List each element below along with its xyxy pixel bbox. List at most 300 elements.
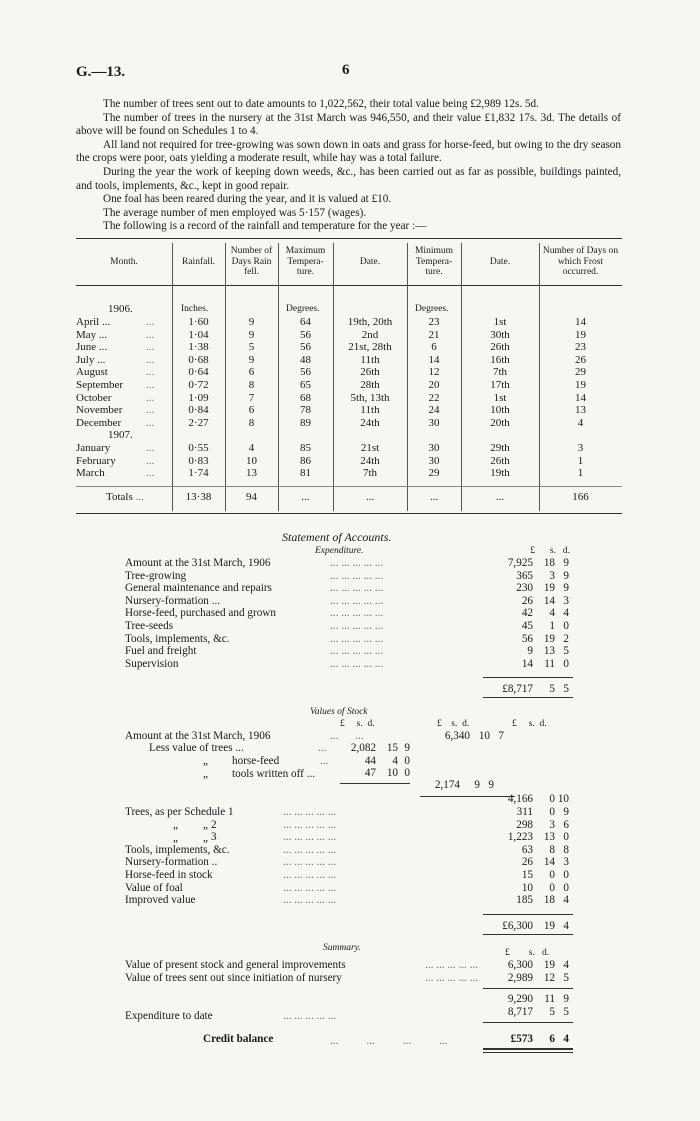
min-temp-cell <box>407 429 461 442</box>
max-date-cell: 11th <box>360 353 380 366</box>
min-date-cell: 20th <box>490 416 510 429</box>
summary-row-pence: 5 <box>563 971 569 984</box>
paragraph: The average number of men employed was 5·157 (wages). <box>103 206 367 219</box>
rainfall-cell: 1·38 <box>188 341 209 354</box>
header-rainfall: Rainfall. <box>182 257 215 267</box>
less-row-pence: 0 <box>404 767 410 780</box>
min-date-cell <box>461 429 539 442</box>
unit-degrees: Degrees. <box>286 304 320 314</box>
expenditure-total-pence: 5 <box>563 683 569 695</box>
stock-heads-3: £ s. d. <box>512 719 547 729</box>
expenditure-row-pence: 3 <box>563 594 569 607</box>
header-frost-days: Number of Days on which Frost occurred. <box>542 246 619 277</box>
frost-days-cell: 14 <box>575 316 586 328</box>
max-date-cell: 7th <box>362 467 378 480</box>
min-date-cell: 1st <box>493 316 507 328</box>
min-temp-cell: 22 <box>428 391 440 404</box>
summary-row-shillings: 12 <box>543 971 555 984</box>
less-horse-feed-label: horse-feed <box>232 755 280 767</box>
stock-row-shillings: 0 <box>549 869 555 881</box>
expenditure-row-shillings: 14 <box>543 594 555 607</box>
expenditure-to-date-shillings: 5 <box>549 1006 555 1018</box>
year-1907: 1907. <box>108 429 133 442</box>
stock-row <box>125 844 575 857</box>
stock-row <box>125 856 575 869</box>
stock-row-shillings: 18 <box>543 894 555 907</box>
stock-row-label: 3 <box>211 831 217 844</box>
page-number: 6 <box>342 62 350 78</box>
less-row-pounds: 2,082 <box>350 742 376 754</box>
less-row-pounds: 44 <box>364 754 376 767</box>
rainfall-cell: 1·04 <box>188 328 209 341</box>
expenditure-row-pence: 5 <box>563 645 569 658</box>
paragraph: One foal has been reared during the year, and it is valued at £10. <box>103 193 392 206</box>
expenditure-to-date-label: Expenditure to date <box>125 1010 213 1022</box>
stock-row-shillings: 14 <box>543 856 555 869</box>
rain-days-cell: 7 <box>248 391 255 404</box>
summary-row <box>125 959 575 972</box>
expenditure-row-label: General maintenance and repairs <box>125 582 272 595</box>
less-row-shillings: 4 <box>392 754 398 767</box>
less-row <box>336 767 476 780</box>
summary-row-pence: 4 <box>563 959 569 971</box>
stock-amount-pence: 7 <box>498 730 504 742</box>
min-date-cell: 17th <box>490 378 510 391</box>
min-date-column <box>461 316 539 480</box>
stock-row-pounds: 10 <box>521 881 533 894</box>
min-temp-cell: 21 <box>428 328 440 341</box>
rainfall-cell: 0·83 <box>188 454 209 467</box>
sum-rule <box>483 934 573 935</box>
dots: ... ... ... ... ... <box>330 645 384 658</box>
table-bottom-rule <box>76 513 622 514</box>
dots: ... ... ... ... ... <box>283 831 337 844</box>
stock-row-pounds: 185 <box>516 894 533 907</box>
expenditure-total-pounds: £8,717 <box>502 683 533 695</box>
max-temp-cell: 78 <box>300 404 311 417</box>
expenditure-row-pounds: 14 <box>521 657 533 670</box>
paragraph: The number of trees in the nursery at the 31st March was 946,550, and their value £1,832 17s. 3d. The details of above will be found on Schedules 1 to 4. <box>76 111 621 138</box>
stock-row-shillings: 0 <box>549 806 555 818</box>
summary-title: Summary. <box>323 943 361 953</box>
month-cell: December <box>76 416 122 429</box>
month-cell: February <box>76 454 116 467</box>
stock-amount-pounds: 6,340 <box>444 730 470 742</box>
rain-days-cell: 6 <box>248 366 255 379</box>
min-temp-cell: 14 <box>428 353 440 366</box>
expenditure-row-label: Tools, implements, &c. <box>125 632 230 645</box>
month-cell: July ... <box>76 353 106 366</box>
dots: ... ... ... ... ... <box>283 894 337 907</box>
max-temp-cell: 56 <box>300 366 311 379</box>
expenditure-row-shillings: 13 <box>543 645 555 658</box>
table-header-rule <box>76 285 622 286</box>
frost-days-column <box>539 316 622 480</box>
summary-row <box>125 972 575 985</box>
rainfall-cell <box>172 429 225 442</box>
rain-days-cell: 8 <box>248 416 255 429</box>
stock-title: Values of Stock <box>310 707 368 717</box>
rain-days-column <box>225 316 278 480</box>
intro-text <box>76 98 621 234</box>
stock-row-pence: 0 <box>563 869 569 881</box>
stock-total-pounds: £6,300 <box>502 920 533 932</box>
stock-row-pounds: 1,223 <box>507 831 533 844</box>
max-date-cell: 28th <box>360 378 380 391</box>
less-row <box>336 742 476 755</box>
totals-rule <box>76 486 622 487</box>
max-temp-cell: 68 <box>300 391 311 404</box>
sum-rule <box>483 677 573 678</box>
rain-days-cell: 4 <box>248 441 255 454</box>
summary-row-pounds: 2,989 <box>507 971 533 984</box>
expenditure-to-date-pounds: 8,717 <box>507 1006 533 1018</box>
stock-row-shillings: 0 <box>549 881 555 894</box>
sum-rule <box>483 988 573 989</box>
expenditure-row <box>125 582 575 595</box>
credit-balance-shillings: 6 <box>549 1033 555 1045</box>
max-temp-cell: 56 <box>300 328 311 341</box>
stock-row <box>125 882 575 895</box>
less-row-pence: 9 <box>404 742 410 754</box>
expenditure-row-shillings: 3 <box>549 569 555 582</box>
stock-row-label: Horse-feed in stock <box>125 869 213 881</box>
max-temp-cell: 89 <box>300 416 311 429</box>
stock-total-shillings: 19 <box>543 920 555 932</box>
frost-days-cell: 19 <box>575 328 586 341</box>
totals-rain-days: 94 <box>246 491 257 503</box>
month-cell: May ... <box>76 328 108 341</box>
totals-label: Totals ... <box>106 491 144 503</box>
min-temp-cell: 24 <box>428 404 440 417</box>
dots: ... ... ... ... ... <box>330 557 384 569</box>
max-date-cell: 19th, 20th <box>347 316 393 328</box>
rainfall-column <box>172 316 225 480</box>
dots: ... ... ... ... ... <box>283 1010 337 1022</box>
dots: ... ... ... ... ... <box>330 607 384 620</box>
pounds-head: £ <box>530 546 535 556</box>
summary-row-label: Value of trees sent out since initiation of nursery <box>125 971 342 984</box>
expenditure-row-label: Nursery-formation ... <box>125 594 221 607</box>
rain-days-cell: 5 <box>248 341 255 354</box>
expenditure-row-pounds: 9 <box>527 645 533 658</box>
summary-row-shillings: 19 <box>543 959 555 971</box>
dots: ... ... ... ... ... <box>330 582 384 595</box>
rainfall-cell: 1·60 <box>188 316 209 328</box>
stock-total-pence: 4 <box>563 920 569 932</box>
max-date-cell: 11th <box>360 404 380 417</box>
rain-days-cell: 10 <box>246 454 257 467</box>
max-date-cell: 26th <box>360 366 380 379</box>
month-cell: October <box>76 391 112 404</box>
min-date-cell: 26th <box>490 341 510 354</box>
ditto-mark: „ <box>173 819 178 831</box>
frost-days-cell: 23 <box>575 341 586 354</box>
header-max-date: Date. <box>359 257 381 267</box>
stock-row-label: Improved value <box>125 894 196 907</box>
min-date-cell: 7th <box>492 366 508 379</box>
rain-days-cell: 6 <box>248 404 255 417</box>
min-date-cell: 1st <box>493 391 507 404</box>
dots: ... ... <box>330 730 364 742</box>
less-row-shillings: 15 <box>386 742 398 754</box>
stock-row-label: Nursery-formation .. <box>125 856 218 869</box>
frost-days-cell: 19 <box>575 378 586 391</box>
unit-degrees: Degrees. <box>415 304 449 314</box>
expenditure-row <box>125 645 575 658</box>
summary-row-label: Value of present stock and general improvements <box>125 959 346 971</box>
stock-amount-label: Amount at the 31st March, 1906 <box>125 730 271 742</box>
sum-rule <box>483 697 573 698</box>
stock-row-label: Value of foal <box>125 881 183 894</box>
max-date-cell: 24th <box>360 454 380 467</box>
sum-rule <box>340 783 410 784</box>
dots: ... ... ... ... ... <box>425 971 479 984</box>
max-date-cell: 5th, 13th <box>350 391 390 404</box>
expenditure-row-shillings: 18 <box>543 557 555 569</box>
ditto-mark: „ <box>203 755 208 767</box>
month-cell: June ... <box>76 341 108 354</box>
stock-row <box>125 819 575 832</box>
less-total-pounds: 2,174 <box>434 779 460 791</box>
max-date-cell: 2nd <box>361 328 379 341</box>
stock-row <box>125 894 575 907</box>
expenditure-row-pounds: 45 <box>521 620 533 632</box>
stock-row-shillings: 8 <box>549 843 555 856</box>
rain-days-cell: 9 <box>248 328 255 341</box>
ditto-mark: „ <box>203 768 208 780</box>
frost-days-cell: 4 <box>577 416 584 429</box>
stock-row-pounds: 298 <box>516 818 533 831</box>
totals-frost-days: 166 <box>572 491 589 503</box>
rainfall-cell: 0·72 <box>188 378 209 391</box>
expenditure-to-date-pence: 5 <box>563 1006 569 1018</box>
stock-row-pounds: 63 <box>521 843 533 856</box>
rain-days-cell: 8 <box>248 378 255 391</box>
expenditure-row-shillings: 19 <box>543 582 555 595</box>
stock-row-pence: 9 <box>563 806 569 818</box>
max-date-column <box>333 316 407 480</box>
expenditure-row-label: Fuel and freight <box>125 645 197 658</box>
stock-row-label: Trees, as per Schedule 1 <box>125 806 234 818</box>
stock-row-pounds: 311 <box>516 806 533 818</box>
header-min-date: Date. <box>489 257 511 267</box>
min-temp-cell: 12 <box>428 366 440 379</box>
rain-days-cell: 9 <box>248 353 255 366</box>
expenditure-row <box>125 658 575 671</box>
expenditure-row <box>125 620 575 633</box>
dots: ... ... ... ... ... <box>330 632 384 645</box>
net-pence: 10 <box>557 793 569 805</box>
expenditure-row-label: Supervision <box>125 657 179 670</box>
max-date-cell: 24th <box>360 416 380 429</box>
min-date-cell: 29th <box>490 441 510 454</box>
max-temp-cell <box>278 429 333 442</box>
max-temp-cell: 81 <box>300 467 311 480</box>
stock-row-label: Tools, implements, &c. <box>125 843 230 856</box>
stock-row-pounds: 26 <box>521 856 533 869</box>
less-row <box>336 755 476 768</box>
stock-row-pence: 4 <box>563 894 569 907</box>
month-cell: September <box>76 378 124 391</box>
paragraph: All land not required for tree-growing was sown down in oats and grass for horse-feed, but owing to the dry season the crops were poor, oats yielding a moderate result, while hay was a total failure. <box>76 138 621 165</box>
month-cell: March <box>76 467 105 480</box>
expenditure-row-label: Amount at the 31st March, 1906 <box>125 557 271 569</box>
accounts-title: Statement of Accounts. <box>282 530 392 544</box>
min-temp-cell: 23 <box>428 316 440 328</box>
min-temp-cell: 6 <box>431 341 437 354</box>
less-tools-label: tools written off ... <box>232 768 316 780</box>
paragraph: The number of trees sent out to date amounts to 1,022,562, their total value being £2,989 12s. 5d. <box>103 98 539 110</box>
expenditure-row-pounds: 230 <box>516 582 533 595</box>
month-cell: January <box>76 441 111 454</box>
dots: ... ... ... ... ... <box>425 959 479 971</box>
totals-rainfall: 13·38 <box>185 491 212 503</box>
expenditure-total-shillings: 5 <box>549 683 555 695</box>
frost-days-cell: 1 <box>577 467 584 480</box>
max-date-cell: 21st <box>360 441 380 454</box>
dots: ... ... ... ... ... <box>283 881 337 894</box>
dots: ... ... ... ... ... <box>283 856 337 869</box>
min-date-cell: 30th <box>490 328 510 341</box>
stock-row-label: 2 <box>211 818 217 831</box>
ditto-mark: „ <box>203 832 208 844</box>
less-total-pence: 9 <box>488 779 494 791</box>
year-1906: 1906. <box>108 303 133 315</box>
header-min-temp: Minimum Tempera- ture. <box>414 246 453 277</box>
expenditure-row-shillings: 1 <box>549 620 555 632</box>
rainfall-cell: 0·55 <box>188 441 209 454</box>
expenditure-row-pence: 9 <box>563 569 569 582</box>
stock-row-pounds: 15 <box>521 869 533 881</box>
totals-dots: ... <box>365 491 375 503</box>
totals-dots: ... <box>301 491 310 503</box>
totals-dots: ... <box>429 491 439 503</box>
rainfall-cell: 0·84 <box>188 404 209 417</box>
expenditure-row-pence: 0 <box>563 657 569 670</box>
expenditure-row-pounds: 56 <box>521 632 533 645</box>
less-row-pounds: 47 <box>364 767 376 780</box>
expenditure-row-pounds: 7,925 <box>507 557 533 569</box>
summary-subtotal-shillings: 11 <box>544 993 555 1005</box>
paragraph: During the year the work of keeping down weeds, &c., has been carried out as far as possible, buildings painted, and tools, implements, &c., kept in good repair. <box>76 165 621 192</box>
stock-row-pence: 3 <box>563 856 569 869</box>
rainfall-cell: 0·68 <box>188 353 209 366</box>
max-date-cell: 21st, 28th <box>348 341 392 354</box>
stock-row-pence: 0 <box>563 831 569 844</box>
net-pounds: 4,166 <box>507 793 533 805</box>
unit-inches: Inches. <box>181 304 209 314</box>
min-date-cell: 10th <box>490 404 510 417</box>
expenditure-row-label: Tree-seeds <box>125 620 174 632</box>
min-temp-cell: 30 <box>428 454 440 467</box>
summary-row-pounds: 6,300 <box>507 959 533 971</box>
less-row-pence: 0 <box>404 754 410 767</box>
dots: ... ... ... ... ... <box>283 806 337 818</box>
min-temp-cell: 30 <box>428 416 440 429</box>
rainfall-cell: 1·09 <box>188 391 209 404</box>
dots: ... <box>320 755 329 767</box>
expenditure-row <box>125 557 575 570</box>
frost-days-cell: 26 <box>575 353 586 366</box>
dots: ... <box>318 742 327 754</box>
sum-rule <box>483 914 573 915</box>
min-temp-cell: 30 <box>428 441 440 454</box>
frost-days-cell: 29 <box>575 366 586 379</box>
less-row-shillings: 10 <box>386 767 398 780</box>
stock-row <box>125 869 575 882</box>
min-date-cell: 26th <box>490 454 510 467</box>
expenditure-row-shillings: 4 <box>549 607 555 620</box>
double-rule <box>483 1048 573 1050</box>
min-temp-column <box>407 316 461 480</box>
ditto-mark: „ <box>203 819 208 831</box>
expenditure-row <box>125 595 575 608</box>
rain-days-cell: 13 <box>246 467 257 480</box>
expenditure-row-pounds: 26 <box>521 594 533 607</box>
dot-leaders: ... ... ... ... ... ... ... ... ... ... ... ... <box>146 316 155 480</box>
sum-rule <box>483 1022 573 1023</box>
credit-balance-pence: 4 <box>563 1033 569 1045</box>
rainfall-cell: 0·64 <box>188 366 209 379</box>
net-shillings: 0 <box>549 793 555 805</box>
expenditure-row <box>125 633 575 646</box>
max-temp-cell: 48 <box>300 353 311 366</box>
month-cell: April ... <box>76 316 111 328</box>
totals-dots: ... <box>495 491 505 503</box>
max-temp-cell: 65 <box>300 378 311 391</box>
summary-heads: £ s. d. <box>505 948 550 958</box>
dots: ... ... ... ... ... <box>330 594 384 607</box>
frost-days-cell: 13 <box>575 404 586 417</box>
max-temp-cell: 64 <box>300 316 311 328</box>
rainfall-cell: 2·27 <box>188 416 209 429</box>
max-temp-cell: 85 <box>300 441 311 454</box>
dots: ... ... ... ... ... <box>330 569 384 582</box>
dots: ... ... ... ... ... <box>283 869 337 881</box>
expenditure-row-shillings: 11 <box>544 657 555 670</box>
expenditure-row-label: Horse-feed, purchased and grown <box>125 607 276 620</box>
double-rule <box>483 1052 573 1053</box>
frost-days-cell <box>539 429 622 442</box>
frost-days-cell: 3 <box>577 441 584 454</box>
expenditure-title: Expenditure. <box>315 546 364 556</box>
stock-heads-1: £ s. d. <box>340 719 375 729</box>
rain-days-cell <box>225 429 278 442</box>
ditto-mark: „ <box>173 832 178 844</box>
max-temp-column <box>278 316 333 480</box>
stock-heads-2: £ s. d. <box>437 719 470 729</box>
summary-subtotal-pounds: 9,290 <box>507 993 533 1005</box>
dots: ... ... ... ... ... <box>330 657 384 670</box>
header-month: Month. <box>110 257 138 267</box>
pence-head: d. <box>562 546 570 556</box>
stock-row <box>125 806 575 819</box>
expenditure-row-label: Tree-growing <box>125 569 187 582</box>
dots: ... ... ... ... ... <box>330 620 384 632</box>
credit-balance-pounds: £573 <box>510 1033 533 1045</box>
min-temp-cell: 29 <box>428 467 440 480</box>
max-temp-cell: 56 <box>300 341 311 354</box>
expenditure-row-pence: 0 <box>563 620 569 632</box>
expenditure-row-pence: 9 <box>563 557 569 569</box>
min-date-cell: 19th <box>490 467 510 480</box>
summary-subtotal-pence: 9 <box>563 993 569 1005</box>
dots: ... ... ... ... ... <box>283 843 337 856</box>
less-total-shillings: 9 <box>474 779 480 791</box>
frost-days-cell: 1 <box>577 454 584 467</box>
less-trees-label: Less value of trees ... <box>149 742 244 754</box>
